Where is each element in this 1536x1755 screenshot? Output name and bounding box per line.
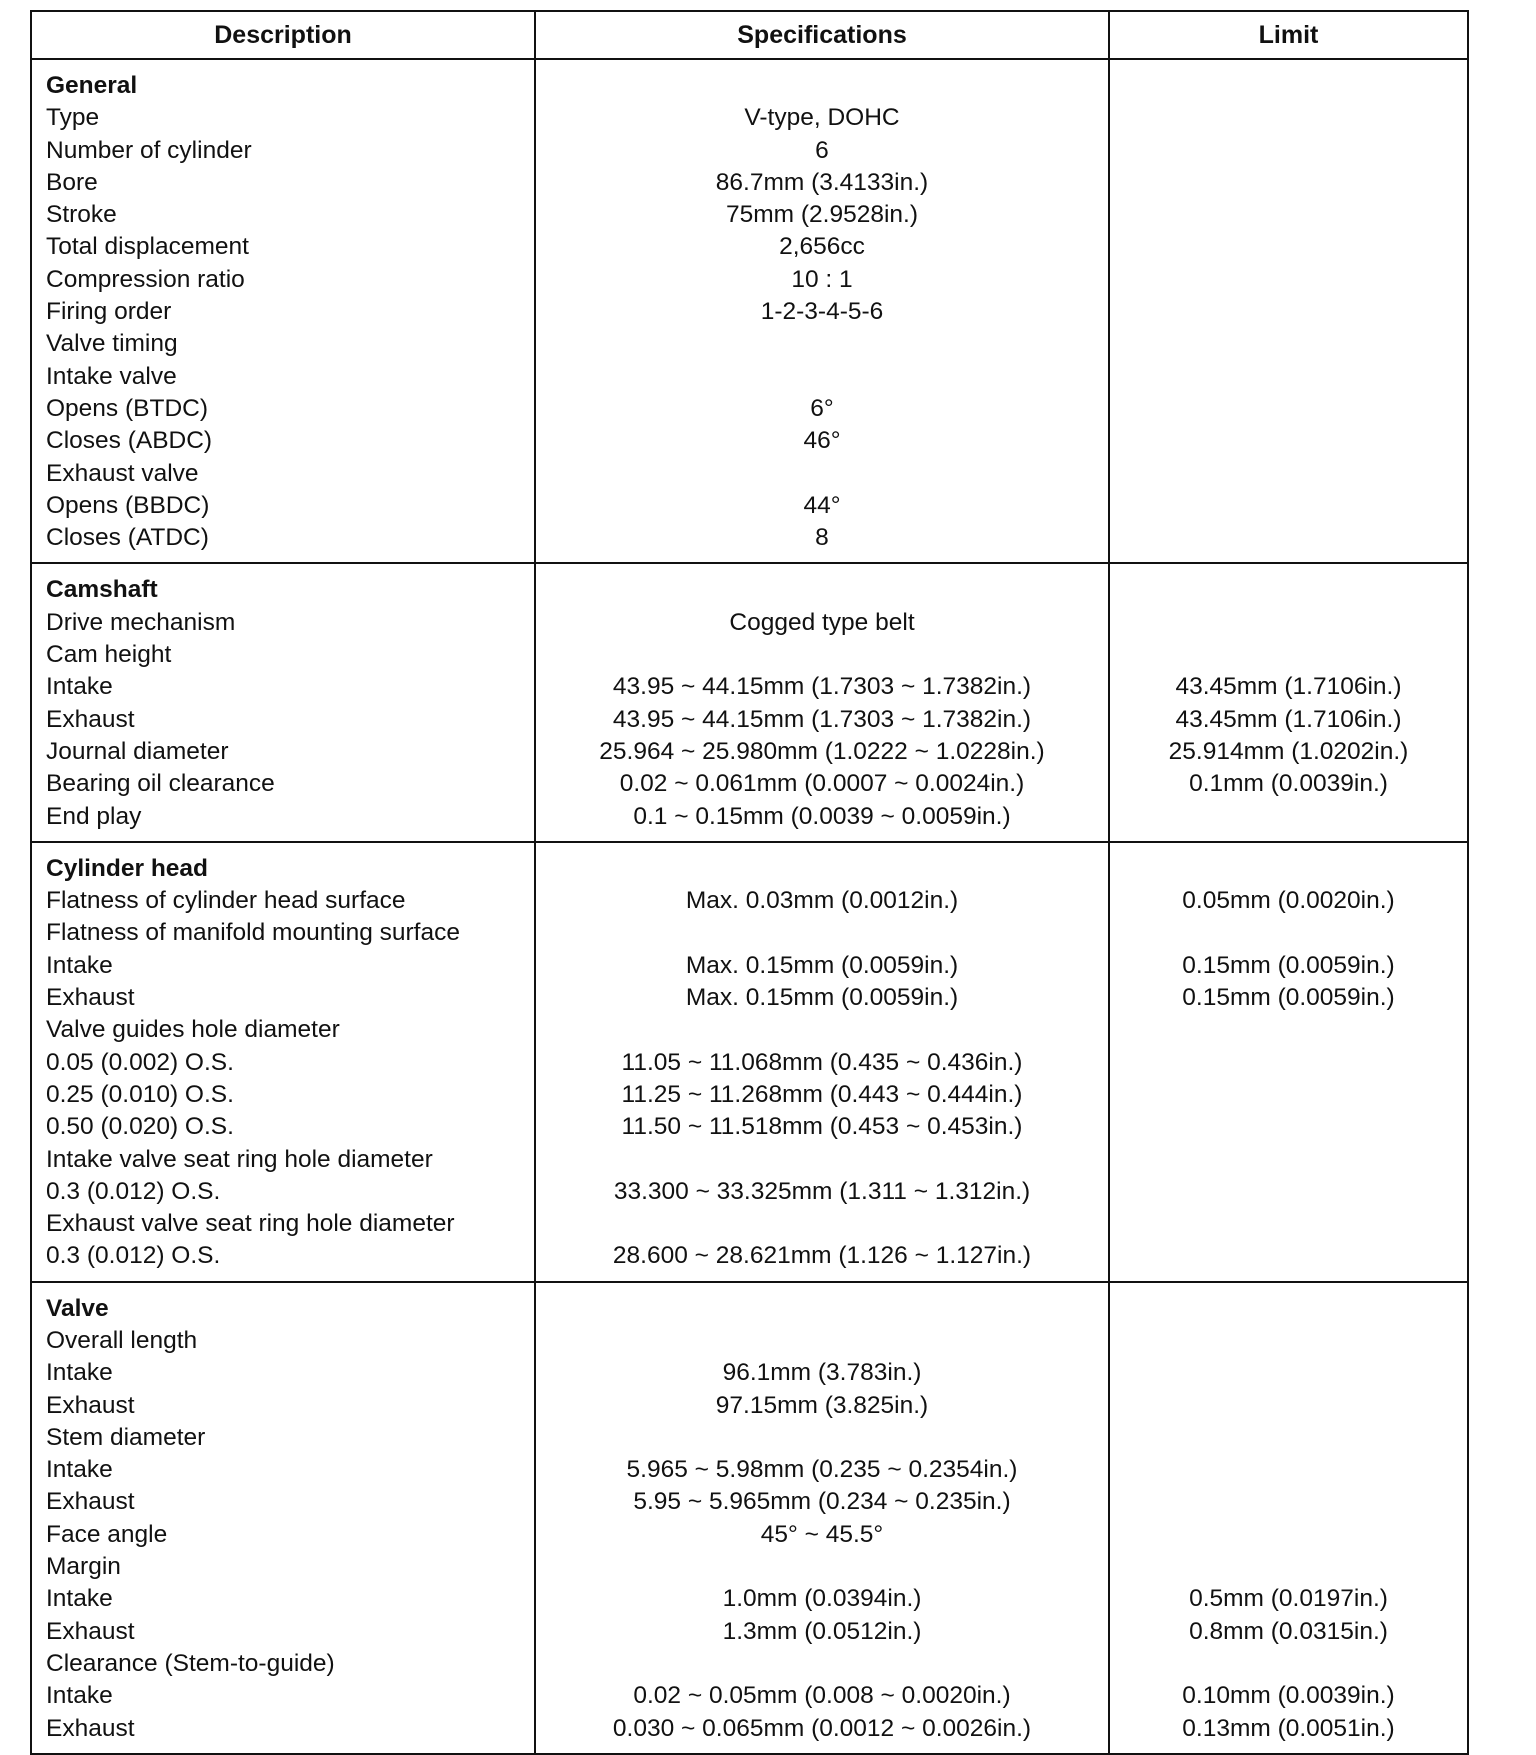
section-cylinder-head <box>31 842 1468 1282</box>
limit-value <box>1110 1648 1467 1680</box>
limit-header: Limit <box>1109 11 1468 59</box>
description-item: Flatness of manifold mounting surface <box>46 919 460 947</box>
description-cell <box>31 842 535 1282</box>
specifications-cell <box>535 842 1109 1282</box>
specification-value: 11.05 ~ 11.068mm (0.435 ~ 0.436in.) <box>621 1048 1023 1076</box>
specification-value: Max. 0.15mm (0.0059in.) <box>685 951 959 979</box>
specification-value: 75mm (2.9528in.) <box>725 201 918 229</box>
description-item: Exhaust <box>46 1714 135 1742</box>
limit-value <box>1110 1390 1467 1422</box>
limit-value <box>1110 1208 1467 1240</box>
limit-value <box>1110 1240 1467 1272</box>
description-item: Intake <box>46 951 113 979</box>
blank-line <box>536 574 1108 606</box>
description-item: Closes (ABDC) <box>46 427 213 455</box>
specifications-cell <box>535 59 1109 563</box>
description-item: Intake <box>46 673 113 701</box>
specifications-header: Specifications <box>535 11 1109 59</box>
specification-value <box>536 1144 1108 1176</box>
specification-value: 97.15mm (3.825in.) <box>715 1391 929 1419</box>
limit-value <box>1110 361 1467 393</box>
limit-value <box>1110 639 1467 671</box>
specification-value <box>536 1014 1108 1046</box>
specification-value: 0.1 ~ 0.15mm (0.0039 ~ 0.0059in.) <box>633 802 1011 830</box>
specification-value: 43.95 ~ 44.15mm (1.7303 ~ 1.7382in.) <box>612 673 1032 701</box>
section-heading: Valve <box>46 1294 109 1322</box>
description-item: Stem diameter <box>46 1423 206 1451</box>
limit-cell <box>1109 563 1468 841</box>
specification-value: 1.0mm (0.0394in.) <box>722 1585 922 1613</box>
section-general <box>31 59 1468 563</box>
description-item: Journal diameter <box>46 737 229 765</box>
specifications-cell <box>535 563 1109 841</box>
limit-value <box>1110 458 1467 490</box>
specifications-cell <box>535 1282 1109 1754</box>
section-camshaft <box>31 563 1468 841</box>
description-item: Type <box>46 104 100 132</box>
description-item: Valve guides hole diameter <box>46 1016 340 1044</box>
specification-value: 28.600 ~ 28.621mm (1.126 ~ 1.127in.) <box>612 1242 1032 1270</box>
specification-value <box>536 1422 1108 1454</box>
description-cell <box>31 1282 535 1754</box>
specification-value: 33.300 ~ 33.325mm (1.311 ~ 1.312in.) <box>613 1177 1031 1205</box>
limit-cell <box>1109 59 1468 563</box>
description-item: Overall length <box>46 1326 198 1354</box>
description-item: 0.3 (0.012) O.S. <box>46 1177 221 1205</box>
description-item: End play <box>46 802 142 830</box>
specification-value: 46° <box>803 427 841 455</box>
description-item: Exhaust <box>46 705 135 733</box>
description-item: Intake <box>46 1359 113 1387</box>
specification-value: 43.95 ~ 44.15mm (1.7303 ~ 1.7382in.) <box>612 705 1032 733</box>
specification-value: 1.3mm (0.0512in.) <box>722 1617 922 1645</box>
limit-value: 0.5mm (0.0197in.) <box>1189 1585 1388 1613</box>
limit-value <box>1110 522 1467 554</box>
limit-value: 0.15mm (0.0059in.) <box>1182 951 1395 979</box>
limit-value: 0.1mm (0.0039in.) <box>1189 770 1388 798</box>
description-cell <box>31 563 535 841</box>
specification-value: Cogged type belt <box>729 608 915 636</box>
section-heading: Camshaft <box>46 576 158 604</box>
description-item: Opens (BBDC) <box>46 491 210 519</box>
specification-value: 2,656cc <box>779 233 865 261</box>
limit-value <box>1110 328 1467 360</box>
limit-value <box>1110 1519 1467 1551</box>
limit-value: 43.45mm (1.7106in.) <box>1175 673 1402 701</box>
section-heading: General <box>46 72 138 99</box>
limit-value <box>1110 1325 1467 1357</box>
header-row <box>31 11 1468 59</box>
description-item: 0.50 (0.020) O.S. <box>46 1113 234 1141</box>
description-cell <box>31 59 535 563</box>
description-item: Margin <box>46 1553 121 1581</box>
limit-value <box>1110 1079 1467 1111</box>
description-item: Intake <box>46 1682 113 1710</box>
limit-value <box>1110 1144 1467 1176</box>
limit-value <box>1110 1422 1467 1454</box>
limit-value: 0.10mm (0.0039in.) <box>1182 1682 1395 1710</box>
description-item: Flatness of cylinder head surface <box>46 887 406 915</box>
description-item: Exhaust <box>46 984 135 1012</box>
specification-value: 11.25 ~ 11.268mm (0.443 ~ 0.444in.) <box>621 1080 1023 1108</box>
description-item: Intake valve seat ring hole diameter <box>46 1145 433 1173</box>
specification-value <box>536 917 1108 949</box>
description-item: Exhaust valve seat ring hole diameter <box>46 1210 455 1238</box>
specification-value: 1-2-3-4-5-6 <box>760 298 884 326</box>
blank-line <box>536 1293 1108 1325</box>
description-item: Exhaust valve <box>46 459 199 487</box>
limit-value <box>1110 1454 1467 1486</box>
description-item: 0.05 (0.002) O.S. <box>46 1048 234 1076</box>
limit-value: 25.914mm (1.0202in.) <box>1168 737 1409 765</box>
spec-sheet <box>30 10 1467 1755</box>
limit-value <box>1110 607 1467 639</box>
specification-value: 6° <box>810 394 834 422</box>
description-item: Cam height <box>46 641 172 669</box>
specification-value <box>536 328 1108 360</box>
specification-value <box>536 1208 1108 1240</box>
limit-value <box>1110 1014 1467 1046</box>
description-item: 0.25 (0.010) O.S. <box>46 1080 234 1108</box>
blank-line <box>1110 574 1467 606</box>
description-item: Drive mechanism <box>46 608 236 636</box>
specification-value: 10 : 1 <box>791 265 853 293</box>
limit-value <box>1110 199 1467 231</box>
specification-value: 86.7mm (3.4133in.) <box>715 168 929 196</box>
description-item: 0.3 (0.012) O.S. <box>46 1242 221 1270</box>
limit-cell <box>1109 1282 1468 1754</box>
spec-table-body <box>31 59 1468 1754</box>
limit-value: 0.15mm (0.0059in.) <box>1182 984 1395 1012</box>
limit-value <box>1110 425 1467 457</box>
description-item: Clearance (Stem-to-guide) <box>46 1649 335 1677</box>
description-item: Exhaust <box>46 1617 135 1645</box>
description-item: Exhaust <box>46 1488 135 1516</box>
specification-value: 44° <box>803 491 841 519</box>
specification-value: 45° ~ 45.5° <box>760 1520 884 1548</box>
specification-value: 8 <box>815 524 829 552</box>
description-item: Total displacement <box>46 233 249 261</box>
specification-value <box>536 361 1108 393</box>
section-heading: Cylinder head <box>46 854 209 882</box>
limit-value <box>1110 231 1467 263</box>
limit-value <box>1110 1047 1467 1079</box>
description-item: Stroke <box>46 201 117 229</box>
limit-value <box>1110 264 1467 296</box>
specification-value <box>536 1648 1108 1680</box>
specification-value: 0.02 ~ 0.061mm (0.0007 ~ 0.0024in.) <box>619 770 1025 798</box>
limit-value: 43.45mm (1.7106in.) <box>1175 705 1402 733</box>
specification-value <box>536 1551 1108 1583</box>
limit-value: 0.13mm (0.0051in.) <box>1182 1714 1395 1742</box>
description-item: Number of cylinder <box>46 136 252 164</box>
blank-line <box>536 70 1108 102</box>
description-item: Firing order <box>46 298 172 326</box>
blank-line <box>1110 1293 1467 1325</box>
limit-cell <box>1109 842 1468 1282</box>
limit-value <box>1110 917 1467 949</box>
specification-value <box>536 639 1108 671</box>
description-item: Closes (ATDC) <box>46 524 209 552</box>
limit-value <box>1110 393 1467 425</box>
limit-value <box>1110 167 1467 199</box>
limit-value <box>1110 1176 1467 1208</box>
description-item: Valve timing <box>46 330 178 358</box>
limit-value <box>1110 135 1467 167</box>
blank-line <box>1110 853 1467 885</box>
specification-value: 5.95 ~ 5.965mm (0.234 ~ 0.235in.) <box>633 1488 1011 1516</box>
limit-value <box>1110 801 1467 833</box>
specification-value: Max. 0.15mm (0.0059in.) <box>685 984 959 1012</box>
specification-value: 96.1mm (3.783in.) <box>722 1359 922 1387</box>
description-item: Compression ratio <box>46 265 245 293</box>
limit-value <box>1110 1357 1467 1389</box>
limit-value <box>1110 102 1467 134</box>
specification-value <box>536 458 1108 490</box>
description-item: Opens (BTDC) <box>46 394 209 422</box>
specification-value: 6 <box>815 136 829 164</box>
specification-value: 25.964 ~ 25.980mm (1.0222 ~ 1.0228in.) <box>599 737 1045 765</box>
description-item: Intake valve <box>46 362 177 390</box>
description-item: Intake <box>46 1456 113 1484</box>
blank-line <box>536 853 1108 885</box>
description-item: Intake <box>46 1585 113 1613</box>
limit-value: 0.8mm (0.0315in.) <box>1189 1617 1388 1645</box>
limit-value <box>1110 1486 1467 1518</box>
blank-line <box>1110 70 1467 102</box>
specification-value: 11.50 ~ 11.518mm (0.453 ~ 0.453in.) <box>621 1113 1023 1141</box>
section-valve <box>31 1282 1468 1754</box>
specification-value <box>536 1325 1108 1357</box>
limit-value <box>1110 490 1467 522</box>
description-header: Description <box>31 11 535 59</box>
description-item: Exhaust <box>46 1391 135 1419</box>
limit-value <box>1110 1111 1467 1143</box>
specification-value: V-type, DOHC <box>744 104 900 132</box>
specification-value: 0.030 ~ 0.065mm (0.0012 ~ 0.0026in.) <box>612 1714 1032 1742</box>
limit-value <box>1110 1551 1467 1583</box>
specification-value: 0.02 ~ 0.05mm (0.008 ~ 0.0020in.) <box>633 1682 1011 1710</box>
specification-value: Max. 0.03mm (0.0012in.) <box>685 887 959 915</box>
description-item: Face angle <box>46 1520 168 1548</box>
limit-value <box>1110 296 1467 328</box>
specification-value: 5.965 ~ 5.98mm (0.235 ~ 0.2354in.) <box>626 1456 1018 1484</box>
engine-spec-table <box>30 10 1469 1755</box>
description-item: Bearing oil clearance <box>46 770 275 798</box>
description-item: Bore <box>46 168 98 196</box>
limit-value: 0.05mm (0.0020in.) <box>1182 887 1395 915</box>
